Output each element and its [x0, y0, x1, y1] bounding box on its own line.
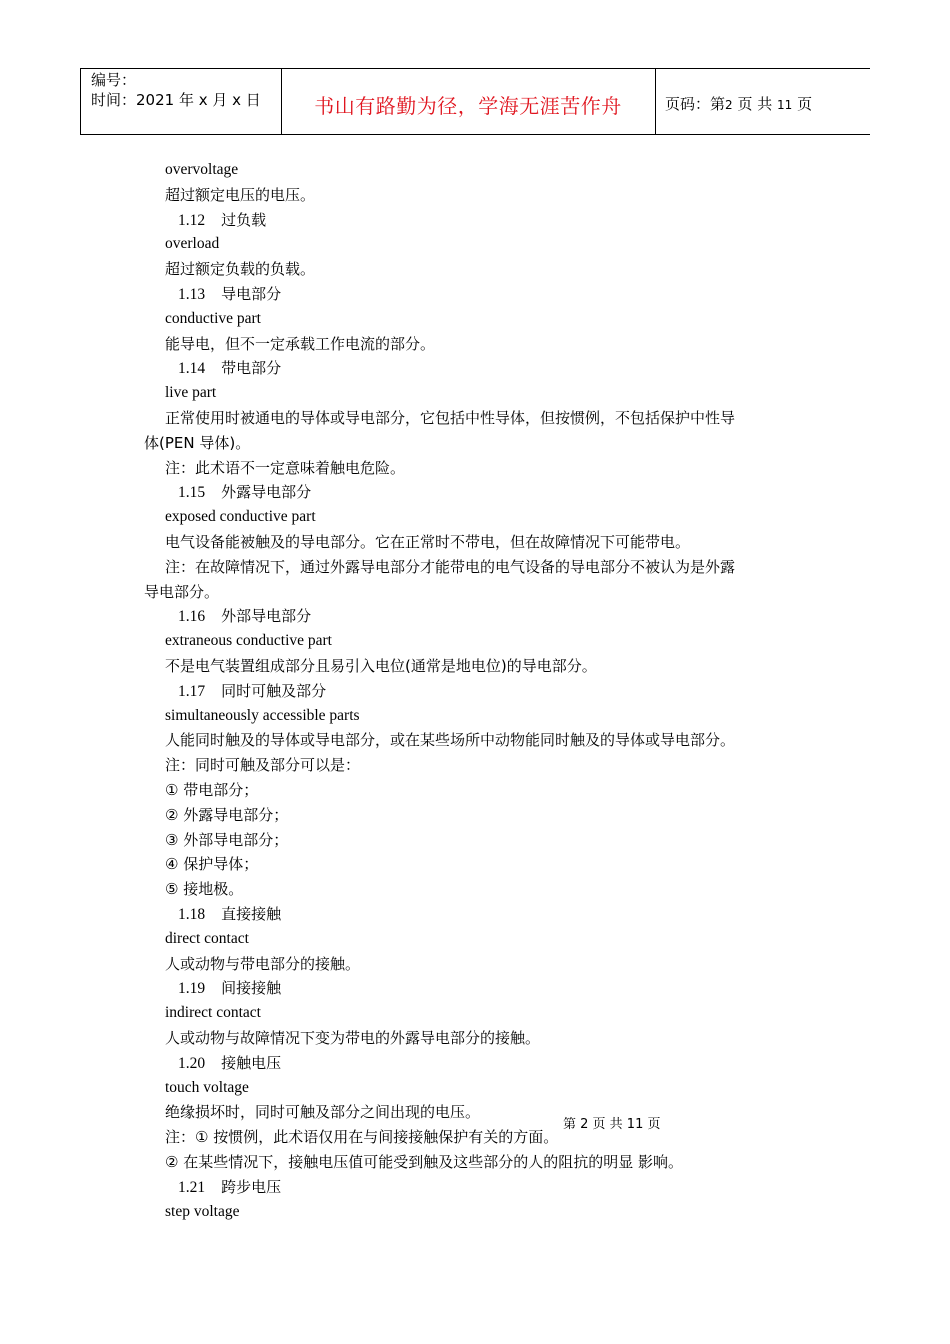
- section-title: 带电部分: [221, 359, 282, 378]
- body-text: ② 外露导电部分；: [165, 805, 289, 824]
- body-text: 注：此术语不一定意味着触电危险。: [165, 458, 406, 477]
- body-text: 导电部分。: [144, 582, 220, 601]
- section-number: 1.14: [178, 360, 206, 378]
- page-footer: 第 2 页 共 11 页: [563, 1117, 661, 1132]
- section-title: 直接接触: [221, 905, 282, 923]
- english-term: touch voltage: [165, 1078, 249, 1096]
- english-term: overvoltage: [165, 161, 239, 178]
- section-number: 1.17: [178, 682, 206, 700]
- body-text: ④ 保护导体；: [165, 855, 259, 874]
- section-heading: [178, 978, 281, 999]
- body-text: ③ 外部导电部分；: [165, 830, 289, 849]
- section-title: 跨步电压: [221, 1177, 282, 1196]
- section-heading: [178, 1177, 281, 1198]
- section-heading: [178, 210, 266, 231]
- body-text: 超过额定电压的电压。: [165, 185, 316, 204]
- header-page-cell: [655, 69, 871, 134]
- section-number: 1.20: [178, 1054, 206, 1072]
- section-heading: [178, 482, 311, 503]
- page-mid: 页 共: [737, 95, 773, 113]
- body-text: 注：同时可触及部分可以是：: [165, 756, 361, 775]
- time-label: 时间：2021 年 x 月 x 日: [91, 91, 261, 109]
- body-text: 正常使用时被通电的导体或导电部分，它包括中性导体，但按惯例，不包括保护中性导: [165, 409, 736, 427]
- section-heading: [178, 904, 281, 925]
- body-text: 体(PEN 导体)。: [144, 433, 251, 452]
- section-heading: [178, 1053, 281, 1074]
- section-heading: [178, 358, 281, 379]
- body-text: 人或动物与带电部分的接触。: [165, 954, 361, 973]
- header-meta-cell: [81, 69, 282, 134]
- english-term: direct contact: [165, 929, 249, 947]
- english-term: indirect contact: [165, 1004, 261, 1022]
- section-title: 间接接触: [221, 979, 282, 998]
- section-title: 接触电压: [221, 1053, 282, 1072]
- body-text: 人或动物与故障情况下变为带电的外露导电部分的接触。: [165, 1029, 541, 1047]
- english-term: extraneous conductive part: [165, 632, 332, 650]
- body-text: 注：在故障情况下，通过外露导电部分才能带电的电气设备的导电部分不被认为是外露: [165, 557, 736, 576]
- english-term: exposed conductive part: [165, 508, 316, 526]
- section-heading: [178, 606, 311, 627]
- section-heading: [178, 681, 326, 702]
- number-label: 编号：: [91, 71, 137, 89]
- page-current: 2: [725, 98, 733, 112]
- body-text: ② 在某些情况下，接触电压值可能受到触及这些部分的人的阻抗的明显 影响。: [165, 1153, 683, 1171]
- english-term: step voltage: [165, 1202, 240, 1220]
- body-text: 能导电，但不一定承载工作电流的部分。: [165, 334, 436, 353]
- document-header: [80, 68, 870, 135]
- body-text: 注：① 按惯例，此术语仅用在与间接接触保护有关的方面。: [165, 1128, 559, 1147]
- body-text: 电气设备能被触及的导电部分。它在正常时不带电，但在故障情况下可能带电。: [165, 533, 691, 551]
- section-number: 1.12: [178, 211, 206, 229]
- body-text: 绝缘损坏时，同时可触及部分之间出现的电压。: [165, 1103, 481, 1122]
- page-total: 11: [777, 98, 793, 112]
- body-text: 不是电气装置组成部分且易引入电位(通常是地电位)的导电部分。: [165, 657, 597, 675]
- english-term: live part: [165, 384, 217, 402]
- section-title: 同时可触及部分: [221, 681, 327, 700]
- section-heading: [178, 284, 281, 305]
- section-number: 1.21: [178, 1178, 206, 1196]
- body-text: ① 带电部分；: [165, 781, 259, 799]
- page-prefix: 页码：第: [665, 95, 726, 113]
- body-text: 人能同时触及的导体或导电部分，或在某些场所中动物能同时触及的导体或导电部分。: [165, 731, 736, 750]
- section-number: 1.15: [178, 484, 206, 502]
- section-number: 1.19: [178, 980, 206, 998]
- english-term: conductive part: [165, 309, 261, 327]
- english-term: overload: [165, 235, 220, 253]
- section-title: 外部导电部分: [221, 607, 312, 626]
- body-text: 超过额定负载的负载。: [165, 260, 316, 279]
- section-number: 1.18: [178, 906, 206, 923]
- page-indicator: [665, 93, 812, 114]
- section-title: 外露导电部分: [221, 483, 312, 502]
- english-term: simultaneously accessible parts: [165, 706, 360, 724]
- section-title: 过负载: [221, 210, 267, 229]
- section-number: 1.16: [178, 608, 206, 626]
- page-suffix: 页: [797, 95, 813, 113]
- header-motto-cell: [281, 69, 656, 134]
- motto-text: 书山有路勤为径，学海无涯苦作舟: [314, 94, 622, 118]
- section-title: 导电部分: [221, 285, 282, 303]
- section-number: 1.13: [178, 286, 206, 303]
- body-text: ⑤ 接地极。: [165, 880, 244, 899]
